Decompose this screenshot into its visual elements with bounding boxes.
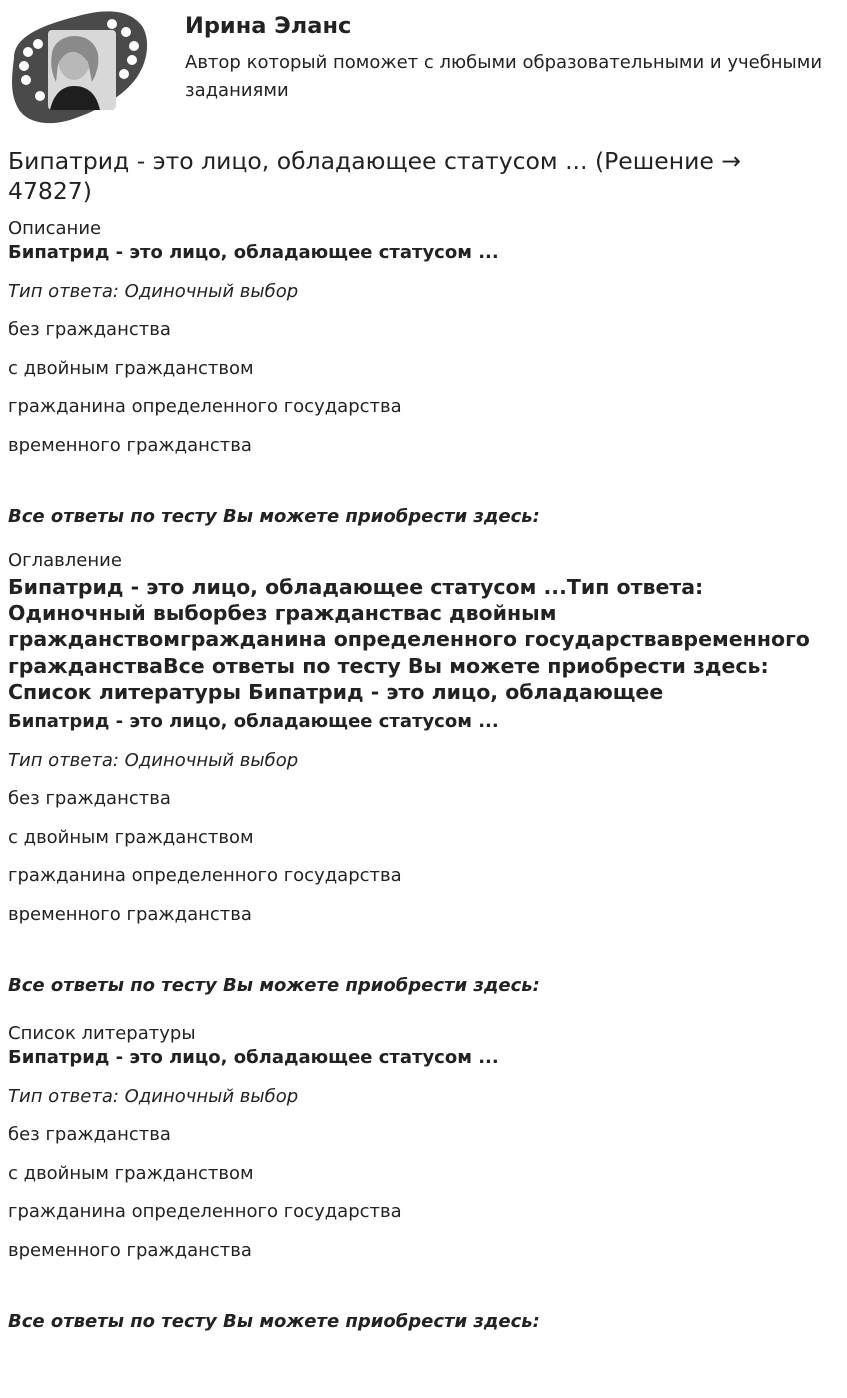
section-description-label: Описание (8, 218, 102, 239)
author-description: Автор который поможет с любыми образовательными и учебными заданиями (185, 52, 823, 101)
answer-option: гражданина определенного государства (8, 396, 402, 418)
question-block-literature (8, 1047, 830, 1333)
question-text: Бипатрид - это лицо, обладающее статусом ... (8, 710, 499, 732)
answer-option: временного гражданства (8, 434, 252, 456)
answer-option: временного гражданства (8, 1239, 252, 1261)
answer-option: без гражданства (8, 1124, 171, 1146)
buy-answers-note: Все ответы по тесту Вы можете приобрести здесь: (8, 505, 540, 527)
answer-option: с двойным гражданством (8, 357, 254, 379)
page-title: Бипатрид - это лицо, обладающее статусом ... (Решение → 47827) (8, 147, 741, 205)
section-toc-label: Оглавление (8, 549, 122, 571)
answer-option: гражданина определенного государства (8, 865, 402, 887)
answer-option: с двойным гражданством (8, 1162, 254, 1184)
author-name: Ирина Эланс (185, 13, 352, 39)
question-block-description (8, 242, 830, 528)
section-literature-label: Список литературы (8, 1022, 196, 1044)
answer-type: Тип ответа: Одиночный выбор (8, 280, 299, 302)
answer-type: Тип ответа: Одиночный выбор (8, 749, 299, 771)
author-header (8, 8, 838, 128)
question-text: Бипатрид - это лицо, обладающее статусом ... (8, 242, 499, 263)
answer-option: с двойным гражданством (8, 826, 254, 848)
author-avatar (8, 8, 150, 126)
film-frame-icon (12, 11, 147, 123)
toc-heading: Бипатрид - это лицо, обладающее статусом ...Тип ответа: Одиночный выборбез гражданствас двойным гражданствомгражданина определенного государствавременного гражданстваВсе ответы по тесту Вы можете приобрести здесь: Список литературы Бипатрид - это лицо, обладающее (8, 574, 810, 704)
question-text: Бипатрид - это лицо, обладающее статусом ... (8, 1046, 499, 1068)
buy-answers-note: Все ответы по тесту Вы можете приобрести здесь: (8, 974, 540, 996)
answer-option: гражданина определенного государства (8, 1201, 402, 1223)
main-content (8, 146, 830, 1333)
answer-option: без гражданства (8, 319, 171, 341)
answer-type: Тип ответа: Одиночный выбор (8, 1085, 299, 1107)
buy-answers-note: Все ответы по тесту Вы можете приобрести здесь: (8, 1310, 540, 1332)
answer-option: без гражданства (8, 788, 171, 810)
question-block-toc (8, 711, 830, 997)
answer-option: временного гражданства (8, 903, 252, 925)
